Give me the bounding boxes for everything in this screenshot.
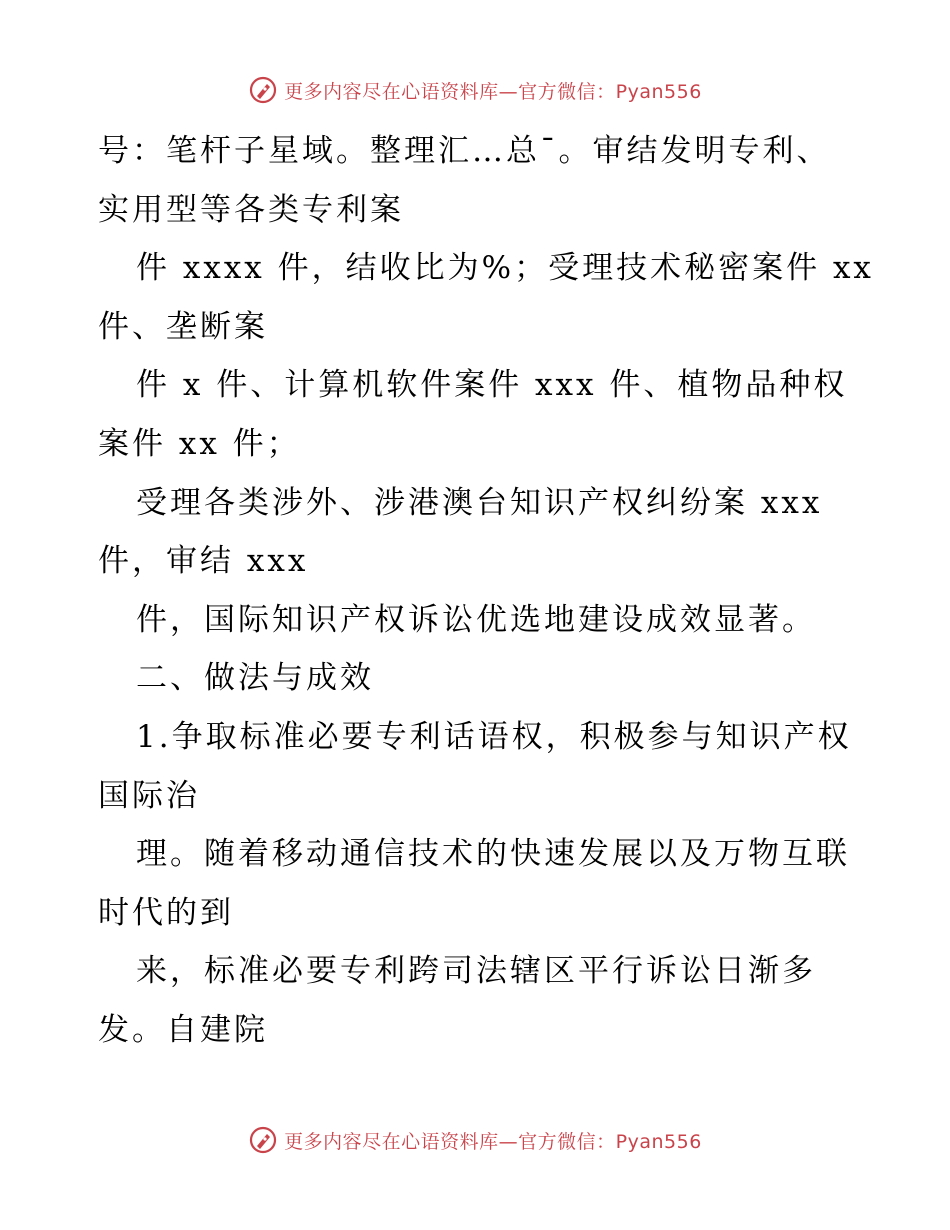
text-line: 件 x 件、计算机软件案件 xxx 件、植物品种权: [136, 367, 848, 404]
header-watermark: [0, 70, 950, 110]
text-line: 件，国际知识产权诉讼优选地建设成效显著。: [136, 601, 816, 638]
pen-nib-seal-icon: [248, 75, 278, 105]
text-line: 号：笔杆子星域。整理汇…总¯。审结发明专利、: [98, 133, 831, 169]
text-line: 受理各类涉外、涉港澳台知识产权纠纷案 xxx: [136, 484, 823, 521]
footer-watermark: [0, 1120, 950, 1160]
text-line: 时代的到: [98, 894, 234, 931]
text-line: 件，审结 xxx: [98, 543, 309, 580]
text-line: 件、垄断案: [98, 308, 268, 345]
text-line: 1.争取标准必要专利话语权，积极参与知识产权: [136, 718, 852, 755]
text-line: 理。随着移动通信技术的快速发展以及万物互联: [136, 836, 850, 873]
text-line: 来，标准必要专利跨司法辖区平行诉讼日渐多: [136, 953, 816, 990]
text-line: 案件 xx 件；: [98, 425, 301, 462]
section-heading: 二、做法与成效: [136, 660, 374, 697]
pen-nib-seal-icon: [248, 1125, 278, 1155]
watermark-text: 更多内容尽在心语资料库—官方微信：Pyan556: [284, 1130, 702, 1153]
watermark-text: 更多内容尽在心语资料库—官方微信：Pyan556: [284, 80, 702, 103]
text-line: 实用型等各类专利案: [98, 191, 404, 228]
text-line: 发。自建院: [98, 1011, 268, 1048]
text-line: 国际治: [98, 777, 200, 814]
text-line: 件 xxxx 件，结收比为%；受理技术秘密案件 xx: [136, 250, 874, 287]
document-body: [98, 122, 874, 1060]
